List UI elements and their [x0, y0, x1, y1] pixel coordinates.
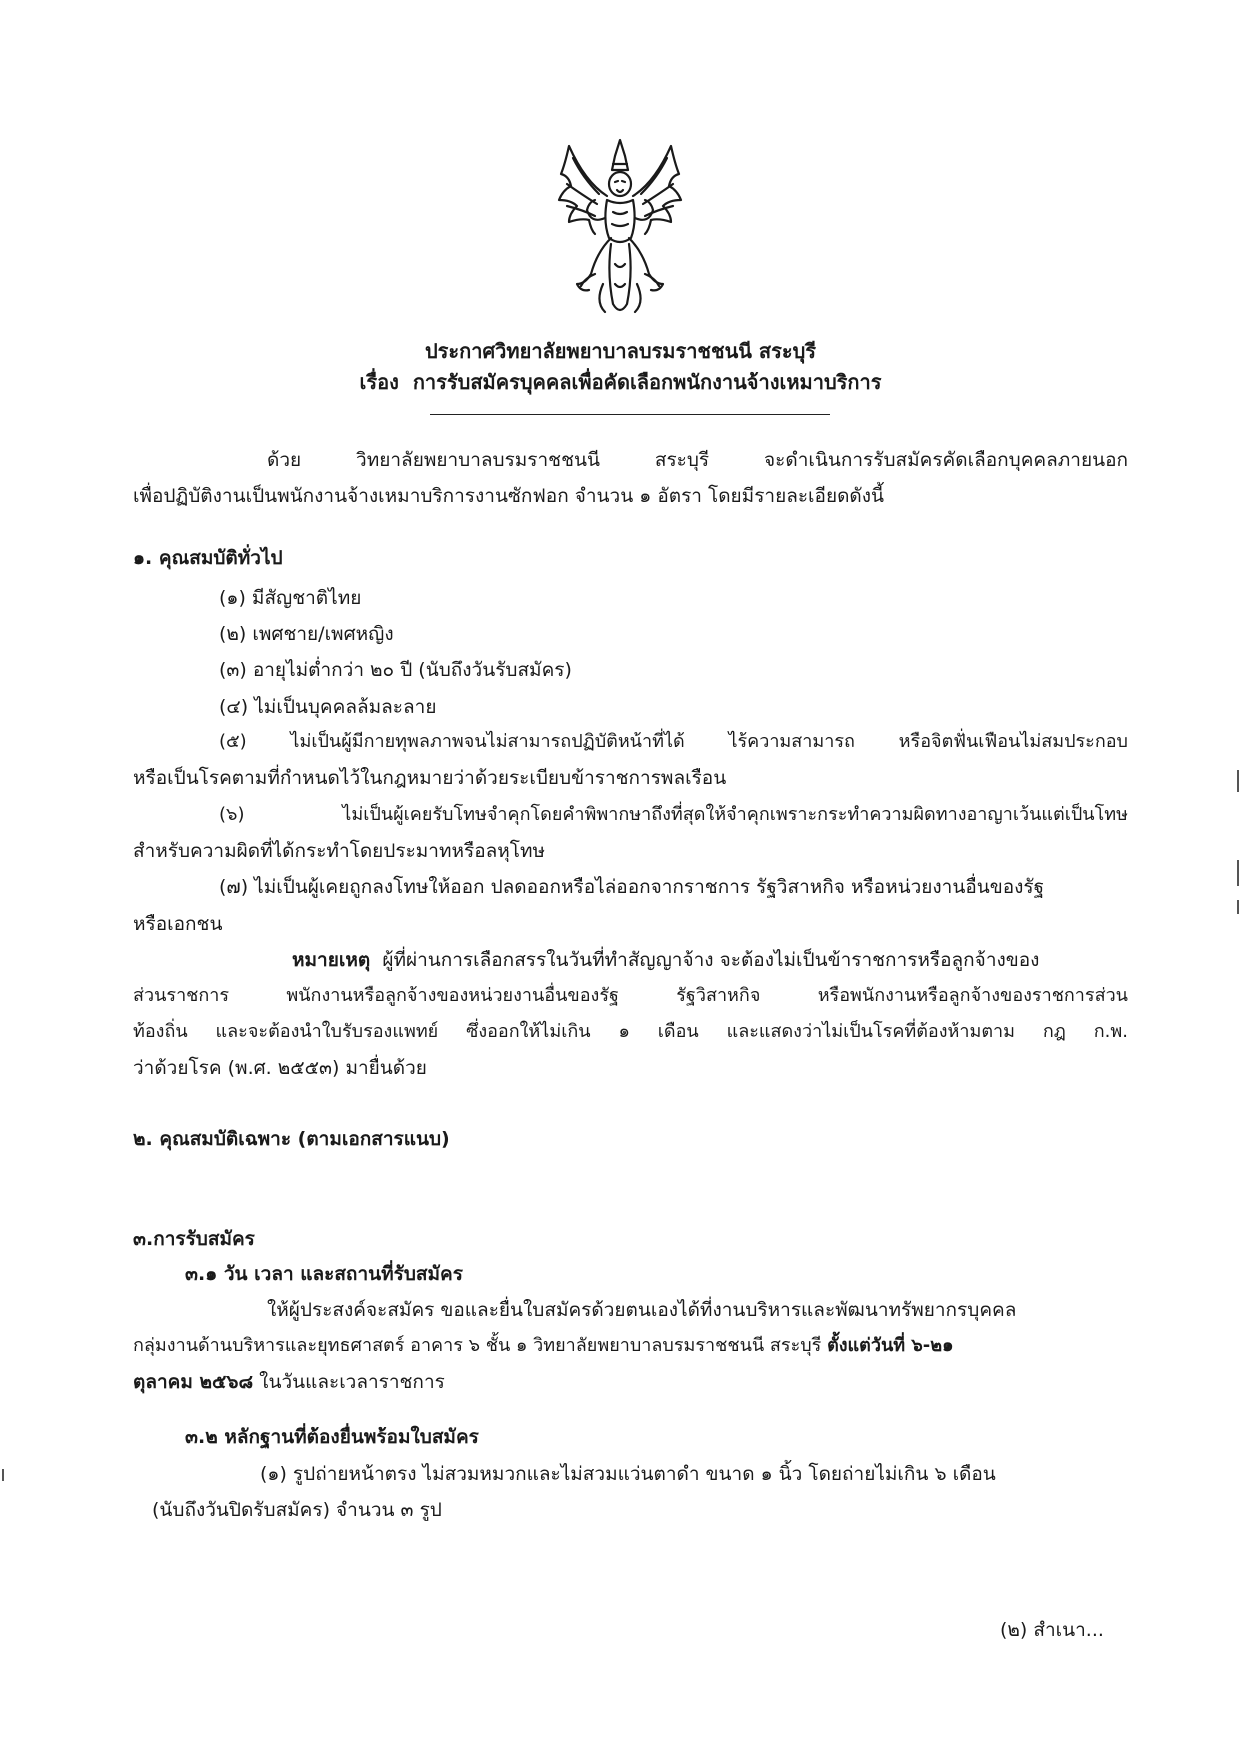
qualification-item-1: (๑) มีสัญชาติไทย: [219, 587, 362, 609]
qualification-item-4: (๔) ไม่เป็นบุคคลล้มละลาย: [219, 696, 437, 718]
intro-line-1: ด้วย วิทยาลัยพยาบาลบรมราชชนนี สระบุรี จะดำเนินการรับสมัครคัดเลือกบุคคลภายนอก: [267, 449, 1128, 471]
note-label: หมายเหตุ: [292, 949, 371, 971]
announcement-title: ประกาศวิทยาลัยพยาบาลบรมราชชนนี สระบุรี: [424, 339, 817, 363]
scan-edge-mark: [1237, 770, 1239, 792]
note-line-4: ว่าด้วยโรค (พ.ศ. ๒๕๕๓) มายื่นด้วย: [133, 1057, 427, 1079]
scan-edge-mark: [1237, 900, 1239, 914]
qualification-item-6-cont: สำหรับความผิดที่ได้กระทำโดยประมาทหรือลหุโทษ: [133, 840, 546, 862]
section-3-1-line-2: [133, 1332, 954, 1360]
section-3-2-line-1: (๑) รูปถ่ายหน้าตรง ไม่สวมหมวกและไม่สวมแว่นตาดำ ขนาด ๑ นิ้ว โดยถ่ายไม่เกิน ๖ เดือน: [260, 1463, 996, 1485]
qualification-item-5: (๕) ไม่เป็นผู้มีกายทุพลภาพจนไม่สามารถปฏิบัติหน้าที่ได้ ไร้ความสามารถ หรือจิตฟั่นเฟือนไม่สมประกอบ: [219, 731, 1128, 752]
page-continuation: (๒) สำเนา...: [1000, 1619, 1104, 1641]
subject-label: เรื่อง: [359, 370, 399, 394]
section-3-2-line-2: (นับถึงวันปิดรับสมัคร) จำนวน ๓ รูป: [152, 1499, 442, 1521]
scan-edge-mark: [1237, 860, 1239, 886]
qualification-item-2: (๒) เพศชาย/เพศหญิง: [219, 623, 394, 645]
qualification-item-6: (๖) ไม่เป็นผู้เคยรับโทษจำคุกโดยคำพิพากษาถึงที่สุดให้จำคุกเพราะกระทำความผิดทางอาญาเว้นแต่เป็นโทษ: [219, 804, 1128, 825]
intro-line-2: เพื่อปฏิบัติงานเป็นพนักงานจ้างเหมาบริการงานซักฟอก จำนวน ๑ อัตรา โดยมีรายละเอียดดังนี้: [133, 485, 885, 507]
section-2-heading: ๒. คุณสมบัติเฉพาะ (ตามเอกสารแนบ): [133, 1128, 450, 1150]
qualification-item-7-cont: หรือเอกชน: [133, 913, 223, 935]
note-line-2: ส่วนราชการ พนักงานหรือลูกจ้างของหน่วยงานอื่นของรัฐ รัฐวิสาหกิจ หรือพนักงานหรือลูกจ้างของราชการส่วน: [133, 985, 1128, 1006]
qualification-item-5-cont: หรือเป็นโรคตามที่กำหนดไว้ในกฎหมายว่าด้วยระเบียบข้าราชการพลเรือน: [133, 767, 727, 789]
section-3-1-line-3: [133, 1368, 445, 1396]
qualification-item-7: (๗) ไม่เป็นผู้เคยถูกลงโทษให้ออก ปลดออกหรือไล่ออกจากราชการ รัฐวิสาหกิจ หรือหน่วยงานอื่นของรัฐ: [219, 876, 1045, 898]
section-3-heading: ๓.การรับสมัคร: [133, 1228, 255, 1250]
section-3-1-date-start: ตั้งแต่วันที่ ๖-๒๑: [827, 1335, 954, 1356]
subject-text: การรับสมัครบุคคลเพื่อคัดเลือกพนักงานจ้างเหมาบริการ: [412, 370, 882, 394]
section-3-1-hours: ในวันและเวลาราชการ: [259, 1371, 445, 1393]
note-text-1: ผู้ที่ผ่านการเลือกสรรในวันที่ทำสัญญาจ้าง จะต้องไม่เป็นข้าราชการหรือลูกจ้างของ: [382, 949, 1040, 971]
section-1-heading: ๑. คุณสมบัติทั่วไป: [133, 547, 283, 569]
section-3-1-line-2-text: กลุ่มงานด้านบริหารและยุทธศาสตร์ อาคาร ๖ ชั้น ๑ วิทยาลัยพยาบาลบรมราชชนนี สระบุรี: [133, 1335, 822, 1356]
section-3-2-heading: ๓.๒ หลักฐานที่ต้องยื่นพร้อมใบสมัคร: [185, 1426, 479, 1448]
note-line-3: ท้องถิ่น และจะต้องนำใบรับรองแพทย์ ซึ่งออกให้ไม่เกิน ๑ เดือน และแสดงว่าไม่เป็นโรคที่ต้องห้ามตาม กฎ ก.พ.: [133, 1021, 1128, 1042]
garuda-emblem-icon: [555, 134, 685, 322]
announcement-subject: [0, 368, 1241, 396]
section-3-1-line-1: ให้ผู้ประสงค์จะสมัคร ขอและยื่นใบสมัครด้วยตนเองได้ที่งานบริหารและพัฒนาทรัพยากรบุคคล: [267, 1299, 1017, 1321]
section-3-1-heading: ๓.๑ วัน เวลา และสถานที่รับสมัคร: [185, 1263, 463, 1285]
header-divider: [430, 414, 830, 415]
note-line-1: [292, 946, 1039, 974]
scan-edge-mark: [2, 1469, 4, 1481]
qualification-item-3: (๓) อายุไม่ต่ำกว่า ๒๐ ปี (นับถึงวันรับสมัคร): [219, 659, 572, 681]
section-3-1-date-end: ตุลาคม ๒๕๖๘: [133, 1371, 254, 1393]
